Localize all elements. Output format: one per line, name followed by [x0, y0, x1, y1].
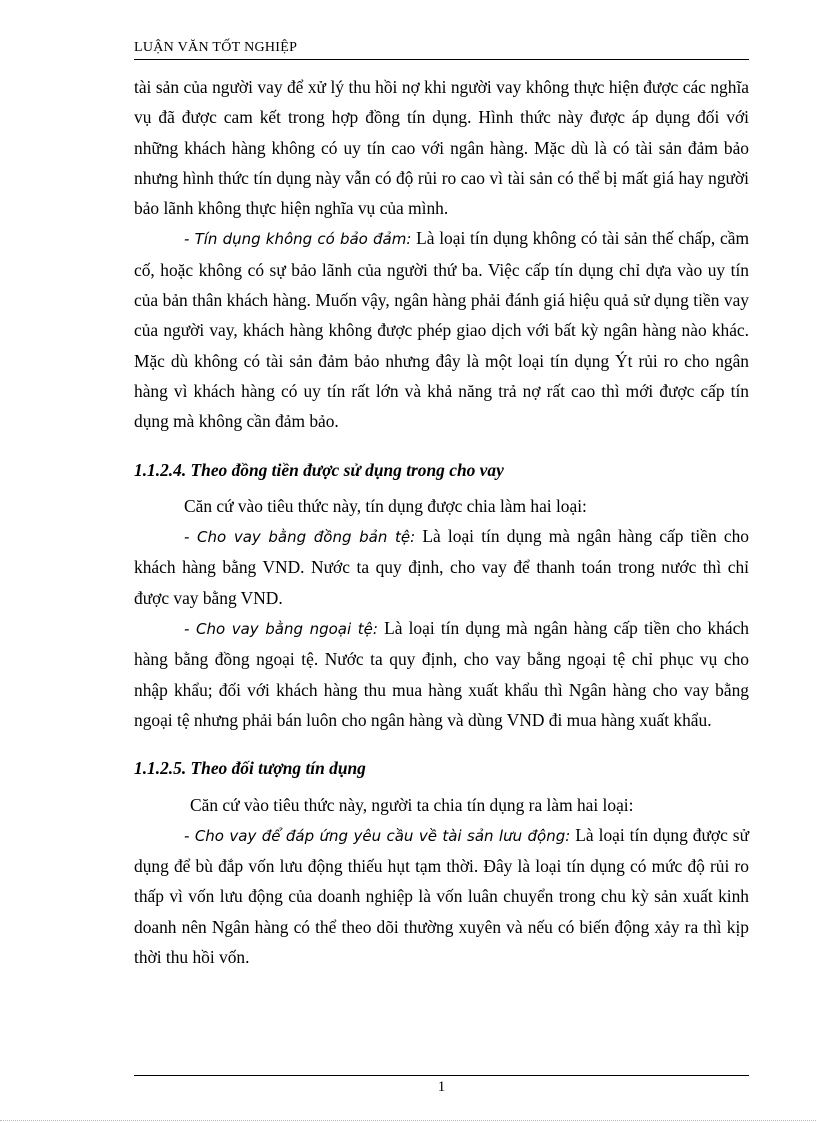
paragraph: [134, 223, 749, 436]
section-heading: 1.1.2.4. Theo đồng tiền được sử dụng trong cho vay: [134, 459, 504, 480]
paragraph: Căn cứ vào tiêu thức này, tín dụng được chia làm hai loại:: [184, 495, 587, 516]
paragraph: [134, 820, 749, 972]
paragraph-term: - Cho vay để đáp ứng yêu cầu về tài sản lưu động:: [184, 826, 571, 845]
paragraph: [134, 521, 749, 613]
paragraph: Căn cứ vào tiêu thức này, người ta chia tín dụng ra làm hai loại:: [190, 794, 634, 815]
paragraph-text: Là loại tín dụng được sử dụng để bù đắp vốn lưu động thiếu hụt tạm thời. Đây là loại tín dụng có mức độ rủi ro thấp vì vốn lưu động của doanh nghiệp là vốn luân chuyển trong chu kỳ sản xuất kinh doanh nên Ngân hàng có thể theo dõi thường xuyên và nếu có biến động xảy ra thì kịp thời thu hồi vốn.: [134, 824, 749, 968]
footer-divider: [134, 1075, 749, 1076]
paragraph: [134, 613, 749, 735]
paragraph-term: - Cho vay bằng ngoại tệ:: [184, 620, 378, 639]
paragraph-term: - Tín dụng không có bảo đảm:: [184, 230, 412, 249]
paragraph-text: Là loại tín dụng mà ngân hàng cấp tiền cho khách hàng bằng VND. Nước ta quy định, cho vay để thanh toán trong nước thì chỉ được vay bằng VND.: [134, 526, 749, 608]
header-divider: [134, 59, 749, 60]
page-number: 1: [437, 1079, 446, 1095]
page-edge-divider: [0, 1120, 816, 1121]
paragraph-term: - Cho vay bằng đồng bản tệ:: [184, 528, 416, 547]
document-body: [134, 72, 749, 972]
section-heading: 1.1.2.5. Theo đối tượng tín dụng: [134, 758, 366, 779]
paragraph-text: Là loại tín dụng không có tài sản thế chấp, cầm cố, hoặc không có sự bảo lãnh của người thứ ba. Việc cấp tín dụng chỉ dựa vào uy tín của bản thân khách hàng. Muốn vậy, ngân hàng phải đánh giá hiệu quả sử dụng tiền vay của người vay, khách hàng không được phép giao dịch với bất kỳ ngân hàng nào khác. Mặc dù không có tài sản đảm bảo nhưng đây là một loại tín dụng Ýt rủi ro cho ngân hàng vì khách hàng có uy tín rất lớn và khả năng trả nợ rất cao thì mới được cấp tín dụng mà không cần đảm bảo.: [134, 228, 749, 432]
paragraph: tài sản của người vay để xử lý thu hồi nợ khi người vay không thực hiện được các nghĩa vụ đã được cam kết trong hợp đồng tín dụng. Hình thức này được áp dụng đối với những khách hàng không có uy tín cao với ngân hàng. Mặc dù là có tài sản đảm bảo nhưng hình thức tín dụng này vẫn có độ rủi ro cao vì tài sản có thể bị mất giá hay người bảo lãnh không thực hiện nghĩa vụ của mình.: [134, 77, 749, 219]
running-header: LUẬN VĂN TỐT NGHIỆP: [134, 40, 298, 55]
paragraph-text: Là loại tín dụng mà ngân hàng cấp tiền cho khách hàng bằng đồng ngoại tệ. Nước ta quy định, cho vay bằng ngoại tệ chỉ phục vụ cho nhập khẩu; đối với khách hàng thu mua hàng xuất khẩu thì Ngân hàng cho vay bằng ngoại tệ nhưng phải bán luôn cho ngân hàng và dùng VND đi mua hàng xuất khẩu.: [134, 618, 749, 730]
